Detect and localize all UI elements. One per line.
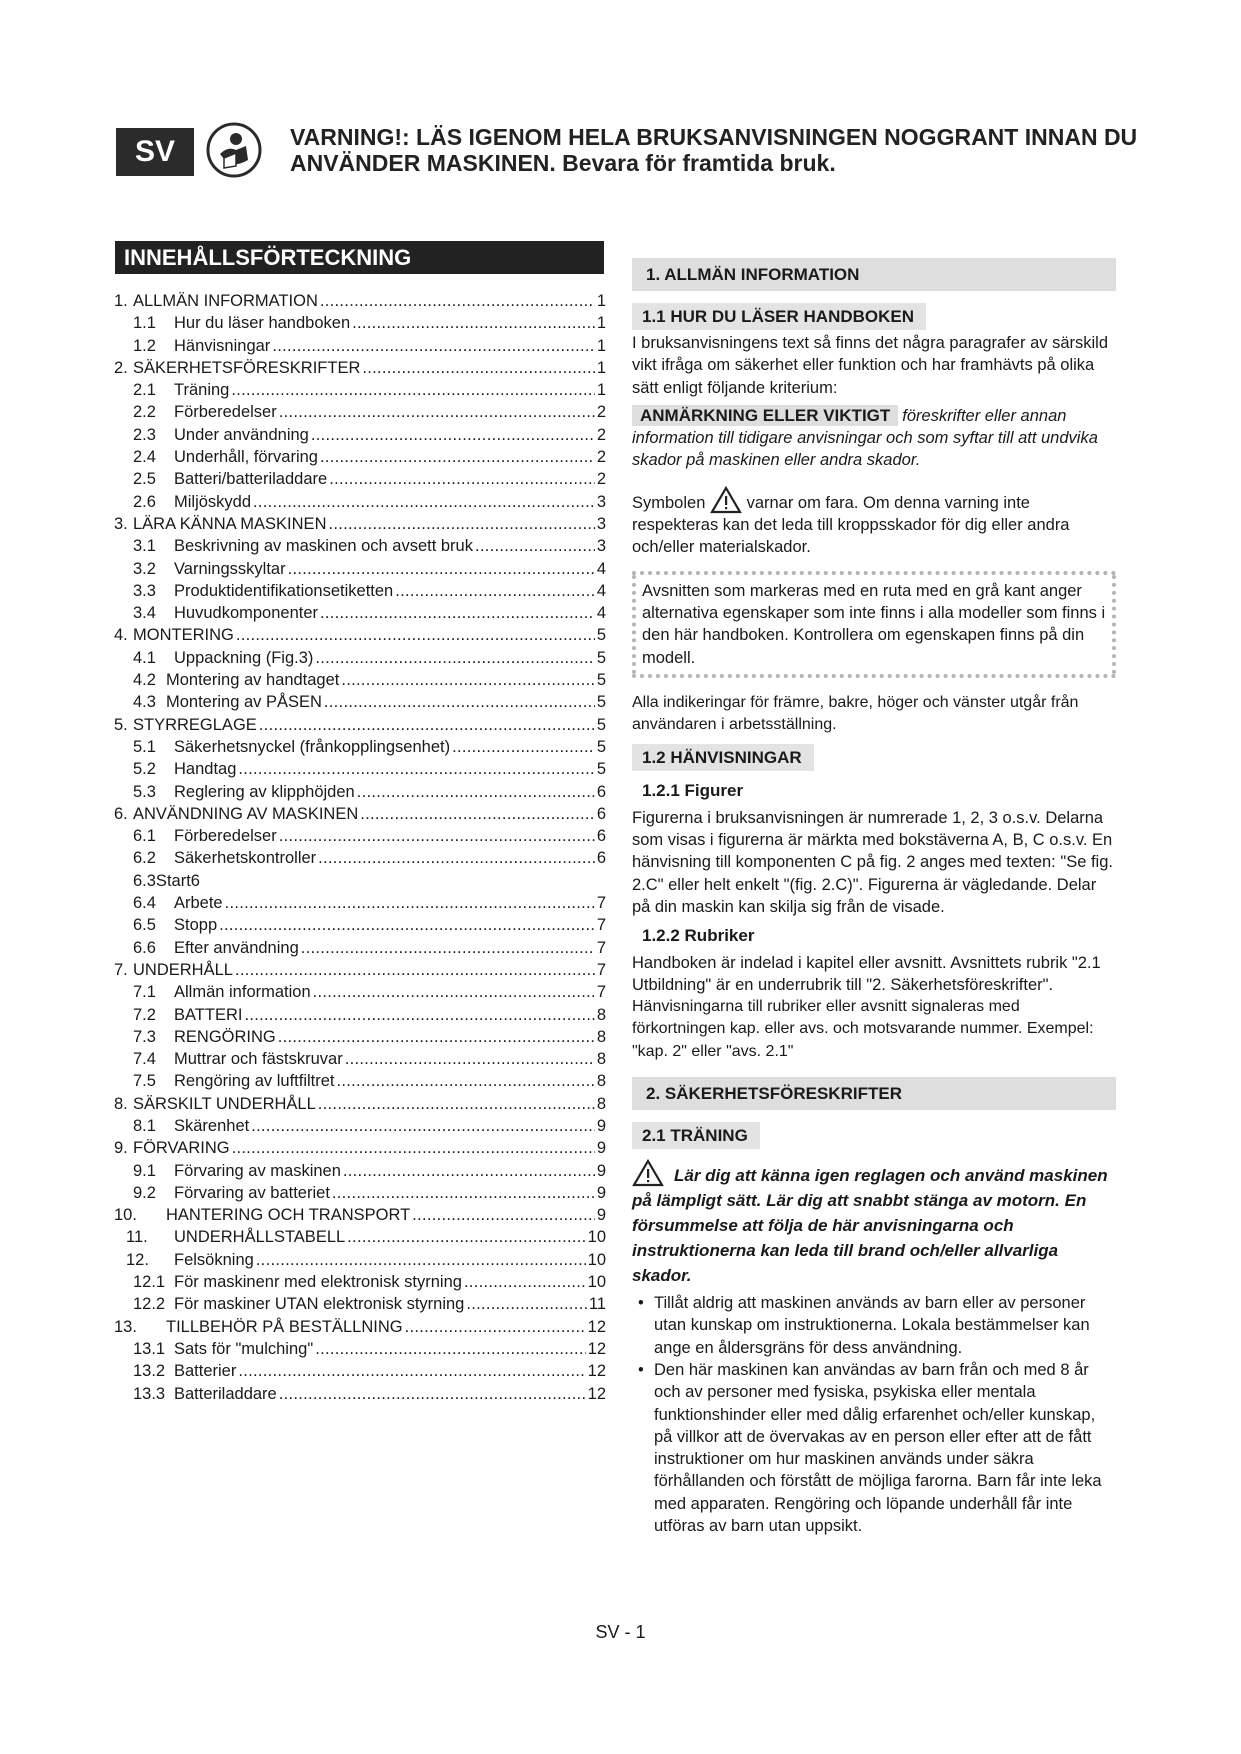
toc-entry-label: Batterier xyxy=(174,1362,237,1381)
toc-entry-label: Allmän information xyxy=(174,983,311,1002)
toc-entry[interactable] xyxy=(114,959,606,981)
toc-entry-page: 12 xyxy=(587,1317,606,1336)
page-number: SV - 1 xyxy=(595,1622,646,1642)
toc-entry-number: 5.1 xyxy=(133,737,156,756)
toc-entry[interactable] xyxy=(114,1093,606,1115)
toc-leader-dots xyxy=(251,1115,595,1137)
toc-entry-page: 1 xyxy=(596,358,606,377)
toc-entry-page: 6 xyxy=(596,827,606,846)
toc-entry-number: 3.2 xyxy=(133,559,156,578)
toc-entry[interactable] xyxy=(114,1204,606,1226)
toc-entry-page: 1 xyxy=(596,292,606,310)
note-text: föreskrifter eller annan information till tidigare anvisningar och som syftar till att undvika skador på maskinen eller andra skador. xyxy=(632,406,1098,470)
toc-entry-number: 6. xyxy=(114,804,128,823)
toc-leader-dots xyxy=(412,1204,595,1226)
toc-entry[interactable] xyxy=(114,1360,606,1382)
toc-entry[interactable] xyxy=(114,290,606,312)
warning-triangle-icon xyxy=(710,486,742,514)
toc-entry[interactable] xyxy=(114,870,606,892)
toc-entry-page: 9 xyxy=(596,1116,606,1135)
toc-leader-dots xyxy=(320,446,595,468)
toc-entry[interactable] xyxy=(114,1182,606,1204)
toc-entry-page: 9 xyxy=(596,1139,606,1158)
toc-entry-label: BATTERI xyxy=(174,1005,243,1024)
toc-entry-label: Batteriladdare xyxy=(174,1384,277,1403)
toc-entry-label: SÄRSKILT UNDERHÅLL xyxy=(133,1094,316,1113)
toc-entry-number: 2. xyxy=(114,358,128,377)
toc-entry[interactable] xyxy=(114,1293,606,1315)
toc-entry-label: Säkerhetsnyckel (frånkopplingsenhet) xyxy=(174,737,451,756)
headings-paragraph: Handboken är indelad i kapitel eller avsnitt. Avsnittets rubrik "2.1 Utbildning" är en underrubrik till "2. Säkerhetsföreskrifter". xyxy=(632,953,1101,994)
toc-entry-page: 9 xyxy=(596,1183,606,1202)
toc-entry-label: Efter användning xyxy=(174,938,299,957)
toc-entry[interactable] xyxy=(114,535,606,557)
toc-entry[interactable] xyxy=(114,736,606,758)
toc-leader-dots xyxy=(279,825,595,847)
toc-entry-label: Förberedelser xyxy=(174,827,277,846)
toc-leader-dots xyxy=(362,357,594,379)
toc-entry-page: 3 xyxy=(596,537,606,556)
toc-entry-page: 4 xyxy=(596,559,606,578)
toc-entry-page: 12 xyxy=(587,1339,606,1358)
table-of-contents xyxy=(114,290,606,1405)
toc-entry-page: 1 xyxy=(596,314,606,333)
toc-entry-page: 12 xyxy=(587,1384,606,1403)
toc-leader-dots xyxy=(395,580,595,602)
toc-entry[interactable] xyxy=(114,357,606,379)
toc-entry[interactable] xyxy=(114,847,606,869)
dotted-box-text: Avsnitten som markeras med en ruta med en grå kant anger alternativa egenskaper som inte finns i alla modeller som finns i den här handboken. Kontrollera om egenskapen finns på din modell. xyxy=(642,581,1106,667)
toc-entry-label: HANTERING OCH TRANSPORT xyxy=(166,1206,411,1225)
toc-entry-number: 2.3 xyxy=(133,425,156,444)
toc-entry-page: 8 xyxy=(596,1094,606,1113)
toc-entry-label: Beskrivning av maskinen och avsett bruk xyxy=(174,537,473,556)
toc-entry-number: 2.5 xyxy=(133,470,156,489)
toc-entry[interactable] xyxy=(114,513,606,535)
toc-entry-number: 1.2 xyxy=(133,336,156,355)
toc-heading: INNEHÅLLSFÖRTECKNING xyxy=(115,241,604,274)
toc-leader-dots xyxy=(219,914,595,936)
toc-leader-dots xyxy=(238,758,594,780)
toc-leader-dots xyxy=(337,1070,595,1092)
toc-entry-page: 5 xyxy=(596,760,606,779)
orientation-paragraph: Alla indikeringar för främre, bakre, höger och vänster utgår från användaren i arbetsställning. xyxy=(632,693,1079,734)
toc-entry-label: Montering av handtaget xyxy=(166,671,340,690)
toc-leader-dots xyxy=(320,602,595,624)
toc-entry[interactable] xyxy=(114,781,606,803)
toc-entry-label: Arbete xyxy=(174,894,223,913)
toc-entry[interactable] xyxy=(114,1226,606,1248)
toc-entry[interactable] xyxy=(114,379,606,401)
training-warning-text: Lär dig att känna igen reglagen och använd maskinen på lämpligt sätt. Lär dig att snabbt stänga av motorn. En försummelse att följa de här anvisningarna och instruktionerna kan leda till brand och/eller allvarliga skador. xyxy=(632,1166,1108,1286)
toc-leader-dots xyxy=(311,424,595,446)
toc-entry[interactable] xyxy=(114,1160,606,1182)
toc-entry-number: 5.2 xyxy=(133,760,156,779)
toc-entry-number: 2.4 xyxy=(133,448,156,467)
toc-entry-number: 13. xyxy=(114,1317,137,1336)
toc-entry[interactable] xyxy=(114,758,606,780)
toc-leader-dots xyxy=(329,468,595,490)
toc-entry-page: 10 xyxy=(587,1250,606,1269)
toc-entry[interactable] xyxy=(114,803,606,825)
section-2-1-heading: 2.1 TRÄNING xyxy=(632,1122,760,1149)
toc-entry[interactable] xyxy=(114,602,606,624)
language-badge: SV xyxy=(116,128,194,176)
toc-entry[interactable] xyxy=(114,691,606,713)
note-block xyxy=(632,405,1116,472)
toc-leader-dots xyxy=(279,1383,586,1405)
toc-entry-page: 5 xyxy=(596,693,606,712)
toc-entry-label: Varningsskyltar xyxy=(174,559,286,578)
toc-entry[interactable] xyxy=(114,401,606,423)
toc-entry-label: För maskinenr med elektronisk styrning xyxy=(174,1273,462,1292)
toc-entry[interactable] xyxy=(114,647,606,669)
toc-entry-page: 9 xyxy=(596,1161,606,1180)
toc-entry-number: 2.2 xyxy=(133,403,156,422)
toc-leader-dots xyxy=(301,937,595,959)
toc-entry-label: Hänvisningar xyxy=(174,336,271,355)
symbol-paragraph xyxy=(632,486,1116,559)
toc-entry-page: 10 xyxy=(587,1273,606,1292)
toc-entry-label: Förvaring av maskinen xyxy=(174,1161,341,1180)
toc-entry-page: 7 xyxy=(596,916,606,935)
toc-entry[interactable] xyxy=(114,624,606,646)
toc-entry-label: Batteri/batteriladdare xyxy=(174,470,328,489)
toc-entry-number: 3. xyxy=(114,514,128,533)
toc-entry[interactable] xyxy=(114,335,606,357)
toc-entry-label: UNDERHÅLL xyxy=(133,960,233,979)
toc-entry-page: 2 xyxy=(596,425,606,444)
toc-entry-label: MONTERING xyxy=(133,626,234,645)
toc-leader-dots xyxy=(288,558,595,580)
toc-entry-page: 2 xyxy=(596,403,606,422)
toc-entry-number: 11. xyxy=(126,1228,148,1247)
toc-entry-label: Förberedelser xyxy=(174,403,277,422)
toc-entry-page: 7 xyxy=(596,938,606,957)
toc-entry-number: 3.1 xyxy=(133,537,156,556)
toc-entry-label: Stopp xyxy=(174,916,218,935)
toc-leader-dots xyxy=(343,1160,595,1182)
toc-leader-dots xyxy=(315,647,594,669)
toc-entry-page: 6 xyxy=(596,849,606,868)
toc-entry-number: 6.2 xyxy=(133,849,156,868)
toc-entry[interactable] xyxy=(114,424,606,446)
toc-entry-page: 9 xyxy=(596,1206,606,1225)
toc-entry-number: 12.2 xyxy=(133,1295,166,1314)
toc-entry[interactable] xyxy=(114,312,606,334)
toc-entry-number: 4.1 xyxy=(133,648,156,667)
toc-entry[interactable] xyxy=(114,892,606,914)
toc-entry-number: 9.2 xyxy=(133,1183,156,1202)
toc-entry-page: 1 xyxy=(596,336,606,355)
toc-leader-dots xyxy=(452,736,595,758)
toc-entry[interactable] xyxy=(114,1383,606,1405)
toc-leader-dots xyxy=(360,803,595,825)
toc-entry-number: 6.3Start6 xyxy=(133,871,200,890)
toc-leader-dots xyxy=(357,781,595,803)
toc-entry-number: 8. xyxy=(114,1094,128,1113)
toc-leader-dots xyxy=(466,1293,587,1315)
training-bullets xyxy=(632,1292,1116,1537)
section-1-2-heading: 1.2 HÄNVISNINGAR xyxy=(632,744,814,771)
toc-leader-dots xyxy=(236,624,595,646)
toc-entry-number: 13.2 xyxy=(133,1362,166,1381)
toc-entry[interactable] xyxy=(114,1004,606,1026)
read-manual-icon xyxy=(206,122,262,178)
toc-leader-dots xyxy=(405,1316,586,1338)
toc-entry-page: 8 xyxy=(596,1027,606,1046)
toc-entry[interactable] xyxy=(114,1115,606,1137)
training-warning xyxy=(632,1159,1116,1288)
figures-paragraph: Figurerna i bruksanvisningen är numrerade 1, 2, 3 o.s.v. Delarna som visas i figurerna är märkta med bokstäverna A, B, C o.s.v. En hänvisning till komponenten C på fig. 2 anges med texten: "Se fig. 2.C" eller helt enkelt "(fig. 2.C)". Figurerna är vägledande. Delar på din maskin kan skilja sig från de visade. xyxy=(632,808,1113,916)
toc-entry[interactable] xyxy=(114,937,606,959)
toc-entry[interactable] xyxy=(114,1338,606,1360)
symbol-text-before: Symbolen xyxy=(632,493,706,512)
toc-entry-page: 3 xyxy=(596,514,606,533)
toc-entry-number: 12.1 xyxy=(133,1273,166,1292)
toc-entry-label: Reglering av klipphöjden xyxy=(174,782,355,801)
toc-entry-label: RENGÖRING xyxy=(174,1027,276,1046)
toc-leader-dots xyxy=(318,1093,595,1115)
toc-leader-dots xyxy=(464,1271,586,1293)
warning-triangle-icon xyxy=(632,1159,664,1187)
toc-entry[interactable] xyxy=(114,714,606,736)
toc-entry-label: Säkerhetskontroller xyxy=(174,849,317,868)
toc-entry-label: Muttrar och fästskruvar xyxy=(174,1050,343,1069)
list-item: • Tillåt aldrig att maskinen används av barn eller av personer utan kunskap om instruktionerna. Lokala bestämmelser kan ange en åldersgräns för dess användning. xyxy=(654,1292,1116,1359)
toc-entry-label: Förvaring av batteriet xyxy=(174,1183,330,1202)
toc-entry-number: 13.1 xyxy=(133,1339,166,1358)
toc-entry[interactable] xyxy=(114,558,606,580)
toc-entry-page: 4 xyxy=(596,581,606,600)
toc-leader-dots xyxy=(256,1249,586,1271)
toc-leader-dots xyxy=(345,1048,595,1070)
toc-entry-page: 3 xyxy=(596,492,606,511)
toc-entry-page: 7 xyxy=(596,983,606,1002)
toc-entry[interactable] xyxy=(114,580,606,602)
toc-entry-page: 5 xyxy=(596,648,606,667)
toc-leader-dots xyxy=(244,1004,594,1026)
toc-entry-label: Hur du läser handboken xyxy=(174,314,351,333)
toc-entry-number: 7.5 xyxy=(133,1072,156,1091)
paragraph: I bruksanvisningens text så finns det några paragrafer av särskild vikt ifråga om säkerhet eller funktion och har framhävts på olika sätt enligt följande kriterium: xyxy=(632,334,1109,397)
toc-entry-number: 7.4 xyxy=(133,1050,156,1069)
toc-entry[interactable] xyxy=(114,1026,606,1048)
toc-entry-number: 6.1 xyxy=(133,827,156,846)
toc-entry[interactable] xyxy=(114,491,606,513)
toc-entry-label: ALLMÄN INFORMATION xyxy=(133,292,318,310)
toc-entry-page: 5 xyxy=(596,671,606,690)
toc-leader-dots xyxy=(238,1360,585,1382)
toc-entry-number: 5. xyxy=(114,715,128,734)
toc-entry-number: 4.2 xyxy=(133,671,156,690)
toc-leader-dots xyxy=(235,959,595,981)
toc-entry[interactable] xyxy=(114,1070,606,1092)
toc-entry-number: 7. xyxy=(114,960,128,979)
note-label: ANMÄRKNING ELLER VIKTIGT xyxy=(632,405,898,426)
toc-entry-label: FÖRVARING xyxy=(133,1139,230,1158)
toc-entry-number: 8.1 xyxy=(133,1116,156,1135)
toc-entry-page: 7 xyxy=(596,960,606,979)
toc-entry-number: 7.2 xyxy=(133,1005,156,1024)
toc-entry-label: LÄRA KÄNNA MASKINEN xyxy=(133,514,327,533)
toc-entry-label: Huvudkomponenter xyxy=(174,604,319,623)
toc-entry-label: SÄKERHETSFÖRESKRIFTER xyxy=(133,358,361,377)
toc-entry-label: Produktidentifikationsetiketten xyxy=(174,581,394,600)
right-column xyxy=(632,258,1116,1537)
section-1-2-1-heading: 1.2.1 Figurer xyxy=(642,781,744,801)
toc-entry-label: STYRREGLAGE xyxy=(133,715,257,734)
warning-title: VARNING!: LÄS IGENOM HELA BRUKSANVISNINGEN NOGGRANT INNAN DU ANVÄNDER MASKINEN. Bevara för framtida bruk. xyxy=(290,124,1138,176)
toc-entry-label: Montering av PÅSEN xyxy=(166,693,322,712)
toc-leader-dots xyxy=(225,892,595,914)
toc-entry-number: 6.6 xyxy=(133,938,156,957)
symbol-text-after: varnar om fara. Om denna varning inte respekteras kan det leda till kroppsskador för dig eller andra och/eller materialskador. xyxy=(632,493,1070,557)
toc-entry-number: 13.3 xyxy=(133,1384,166,1403)
toc-entry-number: 9. xyxy=(114,1139,128,1158)
toc-entry-page: 1 xyxy=(596,381,606,400)
toc-entry-label: Miljöskydd xyxy=(174,492,252,511)
toc-entry-label: Sats för "mulching" xyxy=(174,1339,314,1358)
toc-entry-number: 3.4 xyxy=(133,604,156,623)
toc-entry-page: 6 xyxy=(596,782,606,801)
toc-entry[interactable] xyxy=(114,468,606,490)
toc-entry-number: 4.3 xyxy=(133,693,156,712)
toc-entry[interactable] xyxy=(114,1316,606,1338)
toc-entry-page: 5 xyxy=(596,737,606,756)
toc-entry-number: 12. xyxy=(126,1250,149,1269)
toc-entry[interactable] xyxy=(114,981,606,1003)
toc-entry-label: Handtag xyxy=(174,760,237,779)
toc-leader-dots xyxy=(315,1338,585,1360)
toc-leader-dots xyxy=(318,847,595,869)
section-1-2-2-heading: 1.2.2 Rubriker xyxy=(642,926,755,946)
toc-entry[interactable] xyxy=(114,1271,606,1293)
toc-entry-page: 2 xyxy=(596,470,606,489)
section-1-heading: 1. ALLMÄN INFORMATION xyxy=(632,258,1116,291)
toc-entry-number: 6.5 xyxy=(133,916,156,935)
toc-entry-label: ANVÄNDNING AV MASKINEN xyxy=(133,804,359,823)
toc-entry-number: 7.1 xyxy=(133,983,156,1002)
toc-entry-number: 2.6 xyxy=(133,492,156,511)
toc-entry[interactable] xyxy=(114,914,606,936)
toc-leader-dots xyxy=(232,1137,595,1159)
toc-entry-page: 5 xyxy=(596,715,606,734)
toc-entry[interactable] xyxy=(114,446,606,468)
toc-entry-page: 8 xyxy=(596,1050,606,1069)
toc-entry-page: 6 xyxy=(596,804,606,823)
toc-leader-dots xyxy=(313,981,595,1003)
toc-leader-dots xyxy=(324,691,595,713)
toc-entry-page: 7 xyxy=(596,894,606,913)
toc-entry-number: 9.1 xyxy=(133,1161,156,1180)
toc-entry-number: 3.3 xyxy=(133,581,156,600)
toc-entry-label: Felsökning xyxy=(174,1250,254,1269)
toc-entry-page: 8 xyxy=(596,1005,606,1024)
toc-entry[interactable] xyxy=(114,1048,606,1070)
toc-entry-label: Skärenhet xyxy=(174,1116,250,1135)
toc-leader-dots xyxy=(352,312,595,334)
toc-entry-label: Underhåll, förvaring xyxy=(174,448,318,467)
toc-entry-number: 10. xyxy=(114,1206,137,1225)
toc-entry-page: 8 xyxy=(596,1072,606,1091)
toc-leader-dots xyxy=(328,513,594,535)
toc-leader-dots xyxy=(332,1182,595,1204)
toc-entry-number: 2.1 xyxy=(133,381,156,400)
toc-leader-dots xyxy=(278,1026,595,1048)
toc-entry-number: 4. xyxy=(114,626,128,645)
toc-leader-dots xyxy=(259,714,595,736)
list-item: • Den här maskinen kan användas av barn från och med 8 år och av personer med fysiska, psykiska eller mentala funktionshinder eller med dålig erfarenhet och/eller kunskap, på villkor att de övervakas av en person eller efter att de fått instruktioner om hur maskinen används under säkra förhållanden och förstått de möjliga farorna. Barn får inte leka med apparaten. Rengöring och löpande underhåll får inte utföras av barn utan uppsikt. xyxy=(654,1359,1116,1537)
toc-entry[interactable] xyxy=(114,825,606,847)
toc-entry-page: 4 xyxy=(596,604,606,623)
toc-entry-page: 5 xyxy=(596,626,606,645)
section-1-1-heading: 1.1 HUR DU LÄSER HANDBOKEN xyxy=(632,303,926,330)
toc-leader-dots xyxy=(231,379,594,401)
toc-entry-page: 11 xyxy=(588,1295,606,1314)
toc-entry[interactable] xyxy=(114,1249,606,1271)
toc-entry-number: 6.4 xyxy=(133,894,156,913)
toc-leader-dots xyxy=(320,290,595,312)
toc-leader-dots xyxy=(279,401,595,423)
toc-leader-dots xyxy=(341,669,594,691)
toc-entry-label: För maskiner UTAN elektronisk styrning xyxy=(174,1295,465,1314)
toc-entry-page: 12 xyxy=(587,1362,606,1381)
toc-leader-dots xyxy=(475,535,595,557)
optional-features-box xyxy=(632,571,1116,678)
references-paragraph: Hänvisningarna till rubriker eller avsnitt signaleras med förkortningen kap. eller avs. och motsvarande nummer. Exempel: "kap. 2" eller "avs. 2.1" xyxy=(632,998,1094,1060)
toc-entry-number: 1.1 xyxy=(133,314,156,333)
toc-entry-page: 2 xyxy=(596,448,606,467)
toc-entry-number: 7.3 xyxy=(133,1027,156,1046)
toc-leader-dots xyxy=(272,335,595,357)
toc-entry-number: 1. xyxy=(114,292,128,310)
toc-entry[interactable] xyxy=(114,669,606,691)
toc-leader-dots xyxy=(253,491,595,513)
toc-leader-dots xyxy=(347,1226,585,1248)
toc-entry-number: 5.3 xyxy=(133,782,156,801)
toc-entry-label: Uppackning (Fig.3) xyxy=(174,648,314,667)
toc-entry-label: Under användning xyxy=(174,425,309,444)
toc-entry-page: 10 xyxy=(587,1228,606,1247)
toc-entry-label: TILLBEHÖR PÅ BESTÄLLNING xyxy=(166,1317,403,1336)
toc-entry-label: Träning xyxy=(174,381,230,400)
section-2-heading: 2. SÄKERHETSFÖRESKRIFTER xyxy=(632,1077,1116,1110)
toc-entry[interactable] xyxy=(114,1137,606,1159)
toc-entry-label: Rengöring av luftfiltret xyxy=(174,1072,335,1091)
toc-entry-label: UNDERHÅLLSTABELL xyxy=(174,1228,346,1247)
